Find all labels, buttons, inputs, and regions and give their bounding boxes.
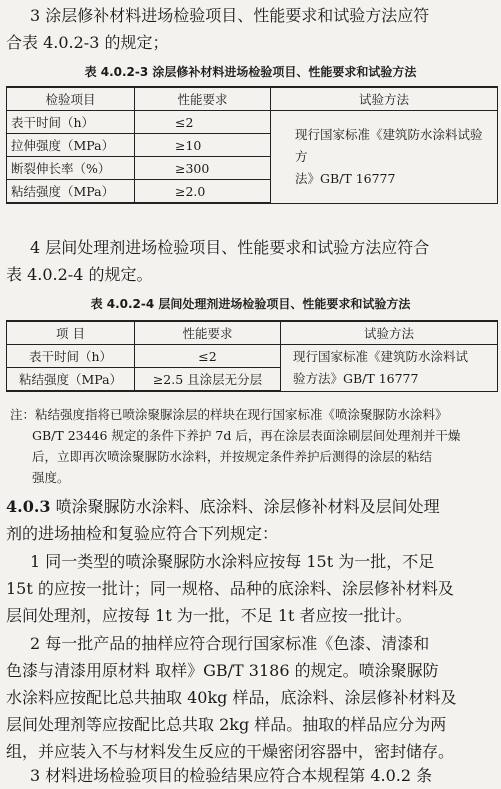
table-header-row: [7, 87, 498, 111]
column-header: 项 目: [7, 321, 135, 345]
table-cell-requirement: ≤2: [135, 111, 271, 134]
text-line: 剂的进场抽检和复验应符合下列规定：: [6, 524, 279, 543]
table-4-0-2-3: [6, 86, 498, 204]
table-4-0-2-4: [6, 320, 498, 392]
paragraph-item-4: [6, 234, 497, 288]
column-header: 性能要求: [135, 87, 271, 111]
method-line: 验方法》GB/T 16777: [293, 370, 419, 386]
note-line: 强度。: [32, 470, 70, 485]
table-cell-requirement: ≥10: [135, 134, 271, 157]
table-cell-item: 粘结强度（MPa）: [7, 368, 135, 392]
table-row: [7, 111, 498, 134]
table-cell-requirement: ≥300: [135, 157, 271, 180]
column-header: 试验方法: [271, 87, 498, 111]
paragraph-item-3: [6, 2, 497, 56]
column-header: 检验项目: [7, 87, 135, 111]
text-line: 合表 4.0.2-3 的规定；: [6, 33, 169, 52]
section-text: 喷涂聚脲防水涂料、底涂料、涂层修补材料及层间处理: [55, 497, 440, 516]
list-item-2: [6, 630, 497, 765]
text-line: 1 同一类型的喷涂聚脲防水涂料应按每 15t 为一批，不足: [30, 552, 435, 571]
table-cell-requirement: ≤2: [135, 345, 281, 368]
column-header: 试验方法: [281, 321, 498, 345]
text-line: 15t 的应按一批计；同一规格、品种的底涂料、涂层修补材料及: [6, 579, 454, 598]
table-cell-item: 表干时间（h）: [7, 345, 135, 368]
column-header: 性能要求: [135, 321, 281, 345]
section-number: 4.0.3: [6, 497, 51, 516]
text-line: 4 层间处理剂进场检验项目、性能要求和试验方法应符合: [30, 238, 430, 257]
method-line: 现行国家标准《建筑防水涂料试验方: [295, 126, 483, 164]
table-caption: 表 4.0.2-4 层间处理剂进场检验项目、性能要求和试验方法: [90, 297, 411, 311]
table-note: [10, 404, 497, 488]
text-line: 层间处理剂等应按配比总共取 2kg 样品。抽取的样品应分为两: [6, 715, 447, 734]
table-cell-item: 断裂伸长率（%）: [7, 157, 135, 180]
list-item-3: [6, 762, 497, 789]
table-cell-method: [271, 111, 498, 204]
table-header-row: [7, 321, 498, 345]
section-4-0-3: [6, 493, 497, 547]
table-row: [7, 345, 498, 368]
text-line: 3 涂层修补材料进场检验项目、性能要求和试验方法应符: [30, 6, 430, 25]
table-caption: 表 4.0.2-3 涂层修补材料进场检验项目、性能要求和试验方法: [84, 65, 417, 79]
text-line: 3 材料进场检验项目的检验结果应符合本规程第 4.0.2 条: [30, 766, 433, 785]
note-line: 注：粘结强度指将已喷涂聚脲涂层的样块在现行国家标准《喷涂聚脲防水涂料》: [10, 407, 448, 422]
table-cell-requirement: ≥2.5 且涂层无分层: [135, 368, 281, 392]
text-line: [6, 493, 497, 520]
note-line: GB/T 23446 规定的条件下养护 7d 后，再在涂层表面涂刷层间处理剂并干燥: [32, 428, 461, 443]
text-line: 色漆与清漆用原材料 取样》GB/T 3186 的规定。喷涂聚脲防: [6, 661, 439, 680]
text-line: 层间处理剂，应按每 1t 为一批，不足 1t 者应按一批计。: [6, 606, 412, 625]
table-cell-item: 粘结强度（MPa）: [7, 180, 135, 204]
text-line: 水涂料应按配比总共抽取 40kg 样品，底涂料、涂层修补材料及: [6, 688, 457, 707]
method-line: 现行国家标准《建筑防水涂料试: [293, 348, 469, 364]
text-line: 组，并应装入不与材料发生反应的干燥密闭容器中，密封储存。: [6, 742, 455, 761]
table-cell-item: 表干时间（h）: [7, 111, 135, 134]
text-line: 表 4.0.2-4 的规定。: [6, 265, 153, 284]
note-line: 后，立即再次喷涂聚脲防水涂料，并按规定条件养护后测得的涂层的粘结: [32, 449, 433, 464]
text-line: 2 每一批产品的抽样应符合现行国家标准《色漆、清漆和: [30, 634, 430, 653]
table-cell-item: 拉伸强度（MPa）: [7, 134, 135, 157]
list-item-1: [6, 548, 497, 629]
method-line: 法》GB/T 16777: [295, 170, 396, 186]
table-cell-method: [281, 345, 498, 392]
table-cell-requirement: ≥2.0: [135, 180, 271, 204]
